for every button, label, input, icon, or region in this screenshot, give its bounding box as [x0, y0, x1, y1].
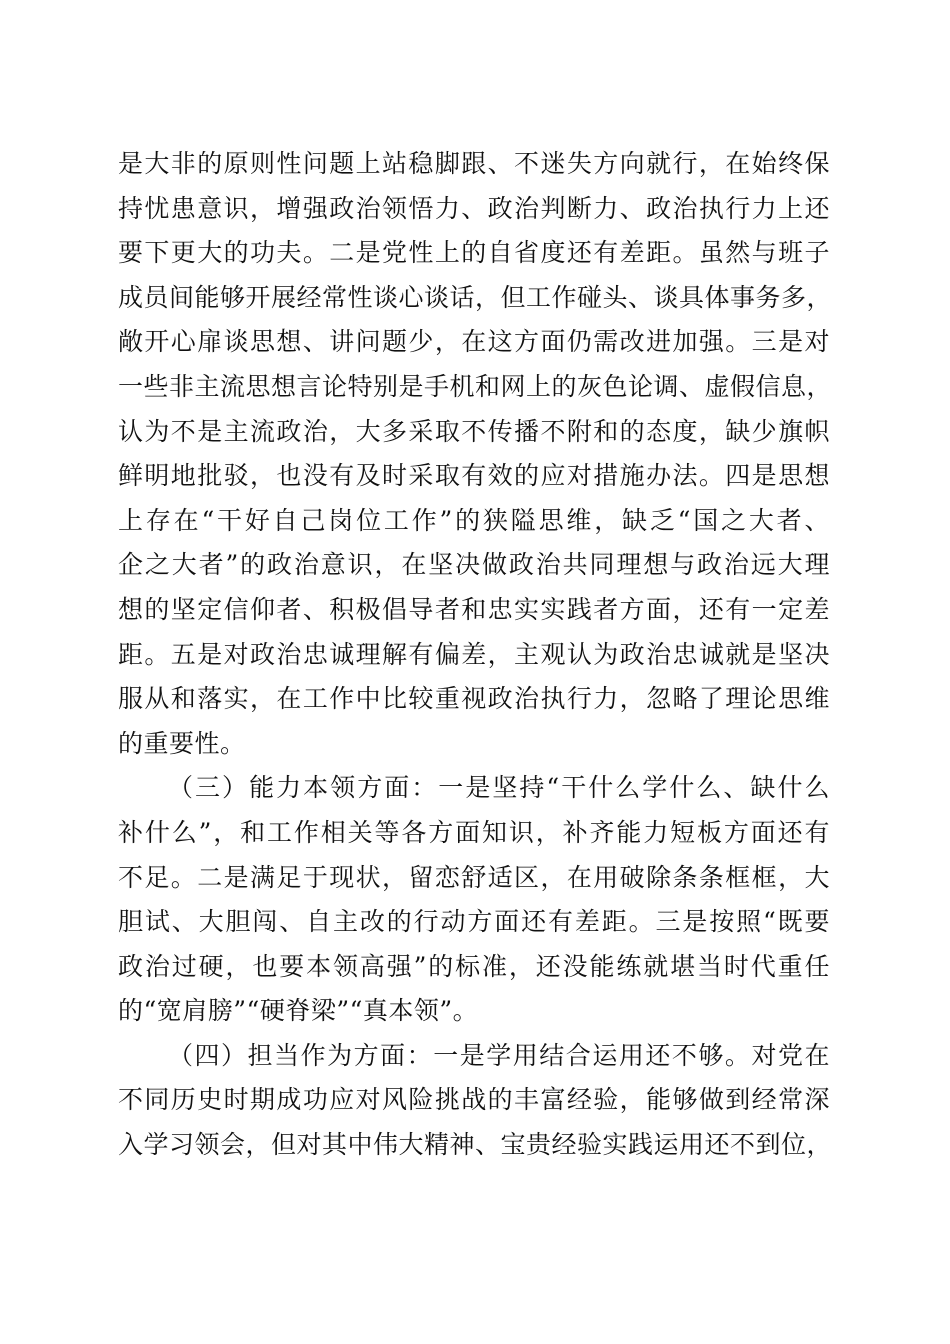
- text-line: （三）能力本领方面：一是坚持“干什么学什么、缺什么: [168, 773, 830, 803]
- text-line: 服从和落实，在工作中比较重视政治执行力，忽略了理论思维: [118, 684, 830, 714]
- text-line: 的“宽肩膀”“硬脊梁”“真本领”。: [118, 996, 479, 1026]
- text-line: 一些非主流思想言论特别是手机和网上的灰色论调、虚假信息，: [118, 371, 833, 401]
- text-line: 鲜明地批驳，也没有及时采取有效的应对措施办法。四是思想: [118, 461, 830, 491]
- text-line: 认为不是主流政治，大多采取不传播不附和的态度，缺少旗帜: [118, 416, 830, 446]
- text-line: 敞开心扉谈思想、讲问题少，在这方面仍需改进加强。三是对: [118, 327, 830, 357]
- paragraph-political-issues: [118, 142, 833, 766]
- text-line: （四）担当作为方面：一是学用结合运用还不够。对党在: [168, 1040, 830, 1070]
- paragraph-responsibility: [118, 1034, 833, 1168]
- text-line: 持忧患意识，增强政治领悟力、政治判断力、政治执行力上还: [118, 193, 830, 223]
- text-line: 上存在“干好自己岗位工作”的狭隘思维，缺乏“国之大者、: [118, 505, 830, 535]
- text-line: 是大非的原则性问题上站稳脚跟、不迷失方向就行，在始终保: [118, 149, 830, 178]
- text-line: 想的坚定信仰者、积极倡导者和忠实实践者方面，还有一定差: [118, 594, 830, 624]
- text-line: 不同历史时期成功应对风险挑战的丰富经验，能够做到经常深: [118, 1085, 830, 1115]
- text-line: 成员间能够开展经常性谈心谈话，但工作碰头、谈具体事务多，: [118, 282, 833, 312]
- text-line: 企之大者”的政治意识，在坚决做政治共同理想与政治远大理: [118, 550, 830, 580]
- text-line: 的重要性。: [118, 728, 246, 758]
- paragraph-ability: [118, 766, 830, 1034]
- text-line: 要下更大的功夫。二是党性上的自省度还有差距。虽然与班子: [118, 238, 830, 268]
- text-line: 不足。二是满足于现状，留恋舒适区，在用破除条条框框，大: [118, 862, 830, 892]
- text-line: 距。五是对政治忠诚理解有偏差，主观认为政治忠诚就是坚决: [118, 639, 830, 669]
- text-line: 胆试、大胆闯、自主改的行动方面还有差距。三是按照“既要: [118, 907, 830, 937]
- text-line: 入学习领会，但对其中伟大精神、宝贵经验实践运用还不到位，: [118, 1130, 833, 1160]
- text-line: 补什么”，和工作相关等各方面知识，补齐能力短板方面还有: [118, 817, 830, 847]
- text-line: 政治过硬，也要本领高强”的标准，还没能练就堪当时代重任: [118, 951, 830, 981]
- document-body: [118, 142, 833, 1168]
